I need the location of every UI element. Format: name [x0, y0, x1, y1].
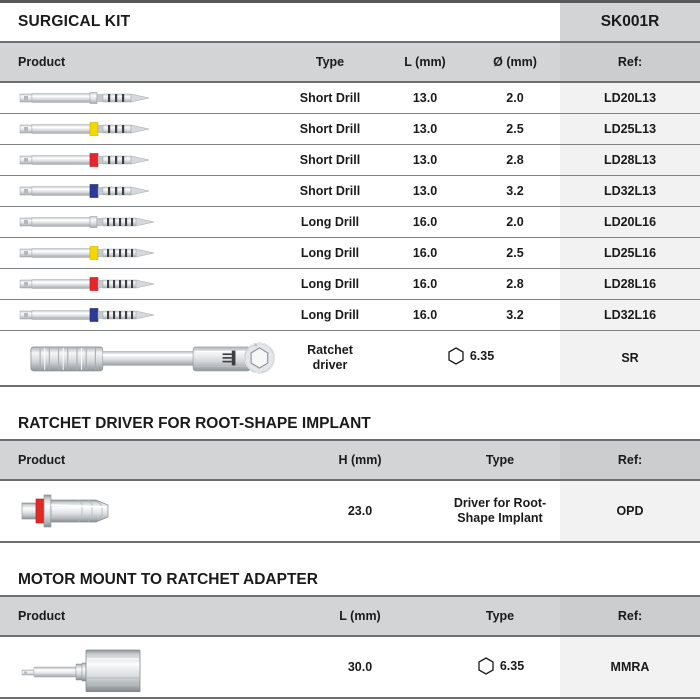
cell-ref: LD25L13 [560, 113, 700, 144]
product-image-cell [0, 82, 280, 113]
section-title-ratchet-driver: RATCHET DRIVER FOR ROOT-SHAPE IMPLANT [18, 415, 371, 432]
cell-ref: LD20L16 [560, 206, 700, 237]
cell-type: Long Drill [280, 237, 380, 268]
cell-height: 23.0 [280, 480, 440, 542]
drill-long-blue-icon [18, 303, 276, 327]
table-row [0, 636, 700, 698]
cell-type-line1: Ratchet [307, 343, 353, 357]
cell-type-line2: Shape Implant [457, 511, 543, 525]
table-row [0, 206, 700, 237]
cell-type: Short Drill [280, 175, 380, 206]
cell-ref: SR [560, 330, 700, 386]
hex-size-value: 6.35 [469, 349, 495, 364]
hexagon-icon [476, 656, 496, 676]
cell-ref: MMRA [560, 636, 700, 698]
product-image-cell [0, 175, 280, 206]
column-header-ref: Ref: [560, 440, 700, 480]
drill-short-red-icon [18, 148, 276, 172]
column-header-product: Product [0, 440, 280, 480]
cell-ref: LD32L13 [560, 175, 700, 206]
drill-long-yellow-icon [18, 241, 276, 265]
product-image-cell [0, 299, 280, 330]
column-header-length: L (mm) [280, 596, 440, 636]
product-image-cell [0, 206, 280, 237]
drill-short-blue-icon [18, 179, 276, 203]
cell-length: 16.0 [380, 299, 470, 330]
cell-ref: LD28L13 [560, 144, 700, 175]
cell-type: Short Drill [280, 144, 380, 175]
cell-type [280, 330, 380, 386]
cell-diameter: 2.5 [470, 113, 560, 144]
drill-short-nocolor-icon [18, 86, 276, 110]
table-row [0, 175, 700, 206]
cell-ref: LD25L16 [560, 237, 700, 268]
hex-size-value: 6.35 [499, 658, 525, 673]
table-header-row [0, 440, 700, 480]
column-header-product: Product [0, 596, 280, 636]
section-kit-code: SK001R [560, 3, 700, 41]
table-row [0, 268, 700, 299]
cell-length: 16.0 [380, 206, 470, 237]
cell-ref: OPD [560, 480, 700, 542]
surgical-kit-table [0, 41, 700, 387]
table-row [0, 330, 700, 386]
product-image-cell [0, 330, 280, 386]
hexagon-icon [446, 346, 466, 366]
drill-long-red-icon [18, 272, 276, 296]
cell-length: 13.0 [380, 175, 470, 206]
table-row [0, 113, 700, 144]
cell-type: Long Drill [280, 206, 380, 237]
cell-type: Short Drill [280, 113, 380, 144]
column-header-type: Type [440, 596, 560, 636]
cell-diameter: 3.2 [470, 299, 560, 330]
column-header-height: H (mm) [280, 440, 440, 480]
product-image-cell [0, 636, 280, 698]
cell-type [440, 636, 560, 698]
section-header-surgical-kit [0, 0, 700, 41]
cell-diameter: 2.0 [470, 82, 560, 113]
cell-length: 16.0 [380, 268, 470, 299]
table-row [0, 144, 700, 175]
table-header-row [0, 42, 700, 82]
root-shape-driver-icon [18, 487, 276, 535]
section-title: SURGICAL KIT [0, 3, 560, 41]
table-header-row [0, 596, 700, 636]
cell-ref: LD28L16 [560, 268, 700, 299]
column-header-type: Type [280, 42, 380, 82]
cell-length: 13.0 [380, 144, 470, 175]
cell-diameter: 2.0 [470, 206, 560, 237]
section-gap [0, 543, 700, 571]
product-image-cell [0, 268, 280, 299]
cell-length: 13.0 [380, 113, 470, 144]
drill-long-nocolor-icon [18, 210, 276, 234]
cell-diameter: 2.5 [470, 237, 560, 268]
column-header-ref: Ref: [560, 42, 700, 82]
cell-diameter: 3.2 [470, 175, 560, 206]
ratchet-driver-table [0, 439, 700, 543]
drill-short-yellow-icon [18, 117, 276, 141]
cell-type: Long Drill [280, 268, 380, 299]
table-row [0, 299, 700, 330]
table-row [0, 480, 700, 542]
column-header-ref: Ref: [560, 596, 700, 636]
cell-length: 30.0 [280, 636, 440, 698]
column-header-length: L (mm) [380, 42, 470, 82]
cell-type-line2: driver [312, 357, 348, 372]
cell-type-line1: Driver for Root- [453, 496, 547, 511]
column-header-product: Product [0, 42, 280, 82]
cell-type: Long Drill [280, 299, 380, 330]
cell-type: Short Drill [280, 82, 380, 113]
section-gap [0, 387, 700, 415]
table-row [0, 237, 700, 268]
cell-length: 13.0 [380, 82, 470, 113]
cell-ref: LD32L16 [560, 299, 700, 330]
cell-hex-size [380, 330, 560, 386]
ratchet-driver-wrench-icon [18, 336, 276, 380]
table-row [0, 82, 700, 113]
column-header-type: Type [440, 440, 560, 480]
cell-ref: LD20L13 [560, 82, 700, 113]
product-image-cell [0, 237, 280, 268]
motor-mount-adapter-table [0, 595, 700, 699]
section-title-motor-mount: MOTOR MOUNT TO RATCHET ADAPTER [18, 571, 318, 588]
product-image-cell [0, 480, 280, 542]
product-image-cell [0, 113, 280, 144]
column-header-diameter: Ø (mm) [470, 42, 560, 82]
cell-diameter: 2.8 [470, 268, 560, 299]
product-image-cell [0, 144, 280, 175]
cell-length: 16.0 [380, 237, 470, 268]
cell-diameter: 2.8 [470, 144, 560, 175]
motor-mount-adapter-icon [18, 642, 276, 692]
cell-type [440, 480, 560, 542]
